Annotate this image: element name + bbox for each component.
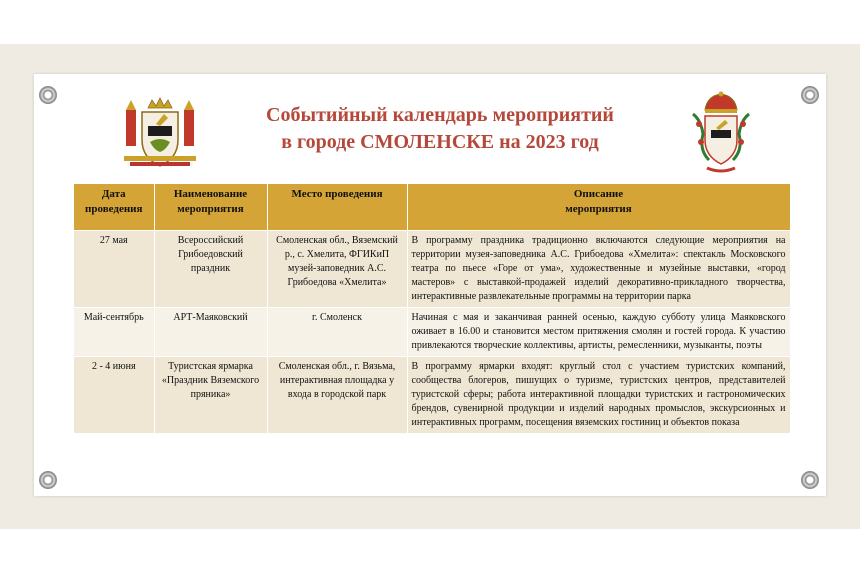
header-description-line-2: мероприятия <box>565 203 632 215</box>
cell-place: г. Смоленск <box>267 308 407 357</box>
cell-name: АРТ-Маяковский <box>154 308 267 357</box>
header-description <box>407 184 790 231</box>
cell-name: Туристская ярмарка «Праздник Вяземского пряника» <box>154 357 267 434</box>
header-name: Наименование мероприятия <box>154 184 267 231</box>
header-description-line-1: Описание <box>573 188 624 200</box>
pin-icon <box>801 86 819 104</box>
cell-name: Всероссийский Грибоедовский праздник <box>154 231 267 308</box>
table-row <box>74 357 790 434</box>
cell-date: 27 мая <box>74 231 154 308</box>
title-line-2: в городе СМОЛЕНСКЕ на 2023 год <box>281 131 599 153</box>
pin-icon <box>39 86 57 104</box>
smolensk-oblast-coat-of-arms-icon <box>683 90 759 174</box>
page-title <box>200 102 680 156</box>
table-row <box>74 231 790 308</box>
pin-icon <box>801 471 819 489</box>
cell-description: В программу праздника традиционно включаются следующие мероприятия на территории музея-заповедника А.С. Грибоедова «Хмелита»: спектакль Московского театра по пьесе «Горе от ума», художественные и музейные выставки, «город мастеров» с выставкой-продажей изделий декоративно-прикладного творчества, интерактивные развлекательные программы на территории парка <box>407 231 790 308</box>
pin-icon <box>39 471 57 489</box>
table-row <box>74 308 790 357</box>
cell-description: В программу ярмарки входят: круглый стол с участием туристских компаний, сообщества блогеров, пишущих о туризме, туристских центров, представителей туристской сферы; работа интерактивной площадки туристских и гастрономических брендов, сувенирной продукции и изделий народных промыслов, экскурсионных и интерактивных программ, посещения вяземских гостиниц и объектов показа <box>407 357 790 434</box>
cell-place: Смоленская обл., г. Вязьма, интерактивная площадка у входа в городской парк <box>267 357 407 434</box>
title-line-1: Событийный календарь мероприятий <box>266 104 614 126</box>
cell-description: Начиная с мая и заканчивая ранней осенью, каждую субботу улица Маяковского оживает в 16.00 и становится местом притяжения смолян и гостей города. К участию привлекаются творческие коллективы, артисты, ремесленники, музыканты, поэты <box>407 308 790 357</box>
events-table <box>74 184 791 433</box>
header-date: Дата проведения <box>74 184 154 231</box>
header-place: Место проведения <box>267 184 407 231</box>
cell-date: 2 - 4 июня <box>74 357 154 434</box>
table-header-row <box>74 184 790 231</box>
cell-place: Смоленская обл., Вяземский р., с. Хмелита, ФГИКиП музей-заповедник А.С. Грибоедова «Хмелита» <box>267 231 407 308</box>
cell-date: Май-сентябрь <box>74 308 154 357</box>
smolensk-city-coat-of-arms-icon <box>120 96 200 172</box>
